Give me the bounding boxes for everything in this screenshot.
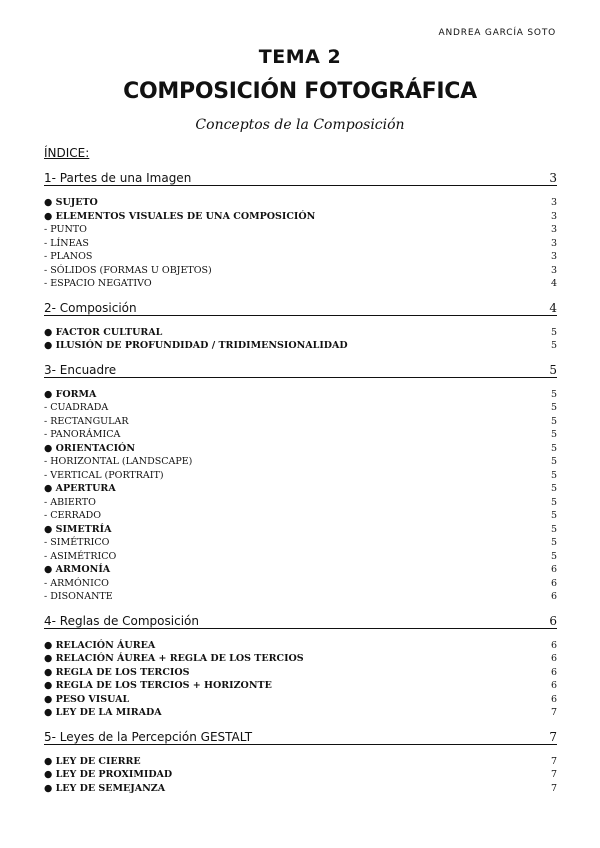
toc-entry-label: ● REGLA DE LOS TERCIOS [44,666,190,678]
toc-entry[interactable] [44,210,557,224]
toc-entry-label: ● ELEMENTOS VISUALES DE UNA COMPOSICIÓN [44,210,316,222]
toc-entry-label: ● ARMONÍA [44,564,111,575]
toc-subentry[interactable] [44,277,557,291]
toc-entry-label: ● RELACIÓN ÁUREA [44,639,156,651]
toc-subentry[interactable] [44,401,557,415]
toc-entry-label: - CUADRADA [44,402,109,413]
toc-section-heading[interactable] [44,169,557,186]
toc-entry-label: ● LEY DE PROXIMIDAD [44,769,173,780]
toc-subentry[interactable] [44,590,557,604]
toc-entry-page: 5 [550,429,557,440]
toc-entry-page: 6 [550,653,557,664]
toc-subentry[interactable] [44,428,557,442]
toc-subentry[interactable] [44,250,557,264]
toc-entry-page: 5 [550,402,557,413]
toc-entry-page: 6 [550,666,557,678]
toc-section-page: 6 [549,613,557,628]
toc-entry-page: 7 [550,707,557,718]
toc-entry-label: - HORIZONTAL (LANDSCAPE) [44,456,193,467]
toc-subentry[interactable] [44,237,557,251]
toc-entry-label: ● REGLA DE LOS TERCIOS + HORIZONTE [44,680,272,691]
document-subtitle: Conceptos de la Composición [195,117,405,133]
toc-subentry[interactable] [44,550,557,564]
toc-entry-label: - RECTANGULAR [44,415,129,427]
toc-entry[interactable] [44,482,557,496]
toc-subentry[interactable] [44,536,557,550]
toc-entry-page: 7 [550,755,557,767]
toc-entry-label: ● ORIENTACIÓN [44,442,136,454]
toc-entry-page: 4 [550,278,557,289]
toc-entry[interactable] [44,755,557,769]
toc-entry-page: 5 [550,469,557,481]
toc-entry-label: - LÍNEAS [44,237,89,249]
toc-section-page: 4 [549,300,557,315]
author-name: ANDREA GARCÍA SOTO [438,28,556,38]
toc-entry-page: 3 [550,197,557,208]
toc-entry-label: ● SUJETO [44,197,98,208]
toc-entry-page: 5 [550,537,557,548]
toc-entry-label: - ARMÓNICO [44,577,109,589]
toc-entry-page: 7 [550,782,557,794]
toc-section-page: 7 [549,729,557,744]
toc-entry-page: 5 [550,496,557,508]
toc-entry-label: ● PESO VISUAL [44,693,130,705]
toc-entry-label: ● ILUSIÓN DE PROFUNDIDAD / TRIDIMENSIONALIDAD [44,340,348,351]
toc-subentry[interactable] [44,496,557,510]
toc-entry-label: - DISONANTE [44,591,113,602]
toc-entry[interactable] [44,388,557,402]
toc-entry[interactable] [44,679,557,693]
toc-entry-page: 6 [550,577,557,589]
toc-entry[interactable] [44,339,557,353]
toc-entry[interactable] [44,693,557,707]
toc-entry[interactable] [44,563,557,577]
toc-entry[interactable] [44,706,557,720]
toc-entry-page: 5 [550,388,557,400]
toc-entry-page: 5 [550,483,557,494]
toc-entry-label: - SIMÉTRICO [44,537,110,548]
toc-entry[interactable] [44,666,557,680]
toc-entry-label: ● RELACIÓN ÁUREA + REGLA DE LOS TERCIOS [44,653,304,664]
toc-entry-label: ● LEY DE SEMEJANZA [44,782,166,794]
toc-entry-label: - VERTICAL (PORTRAIT) [44,469,164,481]
toc-entry-page: 3 [550,251,557,262]
toc-entry-page: 6 [550,693,557,705]
table-of-contents [44,169,557,795]
toc-entry-label: - ASIMÉTRICO [44,550,117,562]
toc-entry-page: 3 [550,237,557,249]
toc-subentry[interactable] [44,264,557,278]
toc-entry-label: - CERRADO [44,510,102,521]
toc-section-heading[interactable] [44,361,557,378]
tema-heading: TEMA 2 [258,46,342,68]
toc-entry-page: 7 [550,769,557,780]
toc-entry-page: 5 [550,442,557,454]
toc-section-title: 3- Encuadre [44,362,117,377]
toc-entry-page: 3 [550,210,557,222]
toc-entry[interactable] [44,639,557,653]
toc-entry-page: 3 [550,224,557,235]
toc-entry-page: 5 [550,340,557,351]
toc-entry-page: 6 [550,680,557,691]
toc-entry-page: 5 [550,550,557,562]
toc-entry-label: - PUNTO [44,224,87,235]
toc-entry-page: 5 [550,456,557,467]
toc-entry-label: ● SIMETRÍA [44,523,112,535]
toc-section-page: 3 [549,171,557,185]
toc-section-heading[interactable] [44,612,557,629]
toc-entry-label: - ABIERTO [44,496,96,508]
toc-entry-label: ● LEY DE CIERRE [44,755,141,767]
toc-section-heading[interactable] [44,728,557,745]
toc-subentry[interactable] [44,415,557,429]
toc-section-heading[interactable] [44,299,557,316]
toc-entry[interactable] [44,442,557,456]
toc-entry-label: - PANORÁMICA [44,429,121,440]
toc-entry-page: 5 [550,510,557,521]
toc-section-title: 4- Reglas de Composición [44,613,199,628]
toc-entry-label: - SÓLIDOS (FORMAS U OBJETOS) [44,264,212,276]
toc-section-title: 5- Leyes de la Percepción GESTALT [44,729,253,744]
toc-entry[interactable] [44,782,557,796]
toc-entry-label: ● FORMA [44,388,97,400]
toc-entry-page: 5 [550,326,557,338]
toc-subentry[interactable] [44,455,557,469]
toc-entry-page: 6 [550,591,557,602]
toc-section-title: 1- Partes de una Imagen [44,171,192,185]
toc-entry-label: ● LEY DE LA MIRADA [44,707,162,718]
toc-entry-page: 6 [550,639,557,651]
toc-entry-page: 3 [550,264,557,276]
toc-entry[interactable] [44,652,557,666]
toc-entry-page: 5 [550,523,557,535]
toc-subentry[interactable] [44,509,557,523]
toc-subentry[interactable] [44,469,557,483]
toc-entry[interactable] [44,326,557,340]
toc-entry-label: ● APERTURA [44,483,116,494]
toc-entry[interactable] [44,523,557,537]
toc-entry-page: 5 [550,415,557,427]
toc-section-page: 5 [549,362,557,377]
toc-entry-label: - PLANOS [44,251,93,262]
toc-entry[interactable] [44,768,557,782]
toc-section-title: 2- Composición [44,300,137,315]
toc-subentry[interactable] [44,223,557,237]
toc-entry-label: ● FACTOR CULTURAL [44,326,163,338]
index-heading: ÍNDICE: [44,146,90,160]
toc-entry[interactable] [44,196,557,210]
toc-entry-label: - ESPACIO NEGATIVO [44,278,152,289]
toc-entry-page: 6 [550,564,557,575]
toc-subentry[interactable] [44,577,557,591]
document-title: COMPOSICIÓN FOTOGRÁFICA [123,79,477,104]
